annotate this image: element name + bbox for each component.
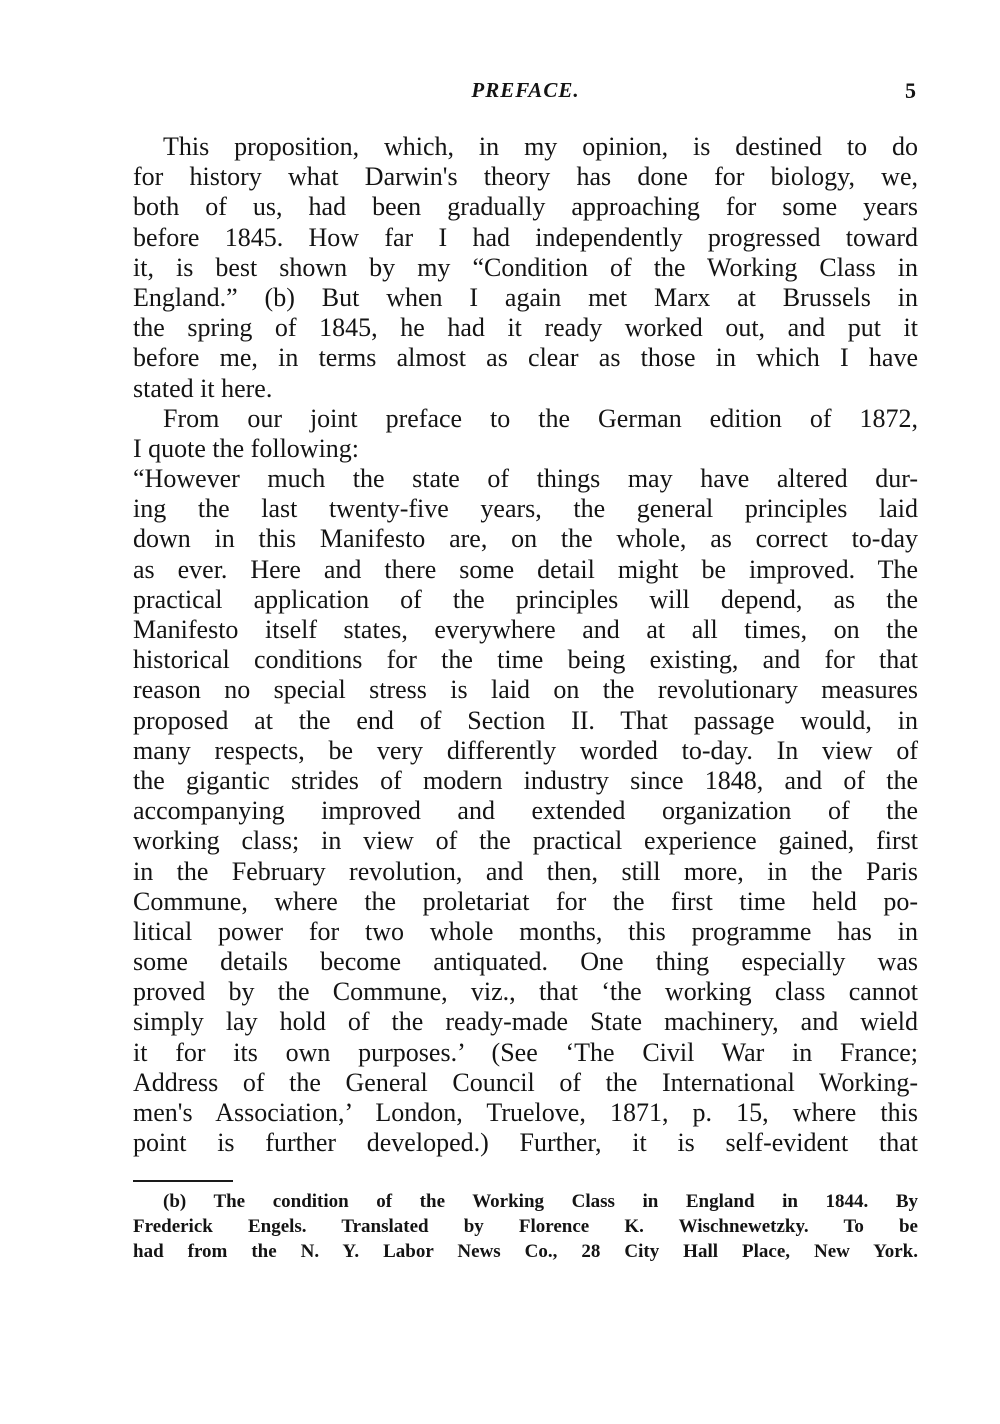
text-line: before 1845. How far I had independently progressed toward [133,222,918,252]
text-line: practical application of the principles will depend, as the [133,584,918,614]
text-line: ing the last twenty-five years, the general principles laid [133,494,918,524]
text-line: the gigantic strides of modern industry since 1848, and of the [133,765,918,795]
text-line: in the February revolution, and then, still more, in the Paris [133,856,918,886]
text-line: England.” (b) But when I again met Marx at Brussels in [133,282,918,312]
text-line: as ever. Here and there some detail might be improved. The [133,554,918,584]
page-number: 5 [905,78,916,103]
text-line: reason no special stress is laid on the revolutionary measures [133,675,918,705]
footnote-rule [133,1180,233,1182]
text-line: accompanying improved and extended organization of the [133,796,918,826]
text-line: some details become antiquated. One thing especially was [133,947,918,977]
text-line: proved by the Commune, viz., that ‘the working class cannot [133,977,918,1007]
text-line: before me, in terms almost as clear as those in which I have [133,343,918,373]
footnote [133,1189,918,1264]
footnote-line: (b) The condition of the Working Class in England in 1844. By [163,1191,918,1212]
text-line: Commune, where the proletariat for the first time held po- [133,886,918,916]
text-line: From our joint preface to the German edition of 1872, [163,403,918,433]
text-line: Manifesto itself states, everywhere and at all times, on the [133,615,918,644]
text-line: simply lay hold of the ready-made State machinery, and wield [133,1007,918,1037]
text-line: it, is best shown by my “Condition of the Working Class in [133,252,918,282]
text-line: many respects, be very differently worded to-day. In view of [133,735,918,765]
running-head [133,78,918,112]
text-line: proposed at the end of Section II. That passage would, in [133,705,918,735]
text-line: Address of the General Council of the International Working- [133,1067,918,1097]
footnote-line: Frederick Engels. Translated by Florence K. Wischnewetzky. To be [133,1216,918,1237]
body-text [133,132,918,1158]
text-line: “However much the state of things may have altered dur- [133,464,918,494]
text-line: down in this Manifesto are, on the whole, as correct to-day [133,524,918,554]
text-line: men's Association,’ London, Truelove, 1871, p. 15, where this [133,1098,918,1127]
text-line: for history what Darwin's theory has done for biology, we, [133,162,918,192]
text-line: This proposition, which, in my opinion, is destined to do [163,132,918,161]
text-line: both of us, had been gradually approaching for some years [133,192,918,222]
text-line: litical power for two whole months, this programme has in [133,916,918,946]
text-line: the spring of 1845, he had it ready worked out, and put it [133,313,918,343]
text-line: I quote the following: [133,433,360,463]
text-line: working class; in view of the practical experience gained, first [133,826,918,856]
text-line: historical conditions for the time being existing, and for that [133,645,918,675]
running-title: PREFACE. [471,78,580,102]
text-line: point is further developed.) Further, it is self-evident that [133,1128,918,1158]
footnote-line: had from the N. Y. Labor News Co., 28 City Hall Place, New York. [133,1241,918,1262]
text-line: stated it here. [133,373,273,403]
text-line: it for its own purposes.’ (See ‘The Civil War in France; [133,1037,918,1067]
